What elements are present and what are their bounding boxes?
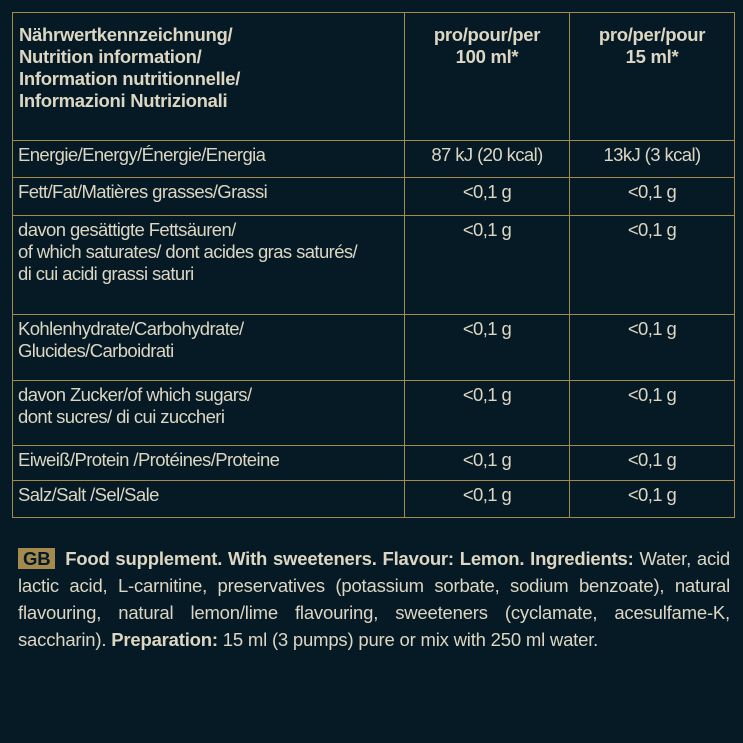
nutrition-table bbox=[12, 12, 735, 518]
row-label bbox=[13, 481, 405, 518]
row-per100-value: <0,1 g bbox=[405, 381, 570, 446]
row-per15-value: <0,1 g bbox=[570, 481, 735, 518]
product-intro: Food supplement. With sweeteners. Flavour: Lemon. Ingredients: bbox=[65, 548, 634, 569]
table-row-energy bbox=[13, 141, 735, 178]
header-per100-line: pro/pour/per bbox=[433, 24, 541, 45]
row-label bbox=[13, 446, 405, 481]
row-label-line: Glucides/Carboidrati bbox=[18, 340, 174, 361]
row-label-line: dont sucres/ di cui zuccheri bbox=[18, 406, 225, 427]
row-label bbox=[13, 141, 405, 178]
language-badge-gb: GB bbox=[18, 548, 55, 569]
row-label-line: of which saturates/ dont acides gras saturés/ bbox=[18, 241, 358, 262]
table-row-saturates bbox=[13, 216, 735, 315]
preparation-label: Preparation: bbox=[111, 629, 218, 650]
header-label-line: Nährwertkennzeichnung/ bbox=[19, 24, 233, 45]
row-label-line: Kohlenhydrate/Carbohydrate/ bbox=[18, 318, 244, 339]
row-label bbox=[13, 216, 405, 315]
header-label-cell bbox=[13, 13, 405, 141]
row-per15-value: <0,1 g bbox=[570, 446, 735, 481]
preparation-text: 15 ml (3 pumps) pure or mix with 250 ml water. bbox=[222, 629, 599, 650]
row-per100-value: <0,1 g bbox=[405, 315, 570, 381]
row-per100-value: <0,1 g bbox=[405, 481, 570, 518]
table-row-fat bbox=[13, 178, 735, 216]
row-per15-value: 13kJ (3 kcal) bbox=[570, 141, 735, 178]
ingredients-text: Water, acid lactic acid, L-carnitine, preservatives (potassium sorbate, sodium benzoate), natural flavouring, natural lemon/lime flavouring, sweeteners (cyclamate, acesulfame-K, saccharin). bbox=[18, 548, 730, 650]
table-row-carbohydrate bbox=[13, 315, 735, 381]
header-per15-cell bbox=[570, 13, 735, 141]
row-label-line: Eiweiß/Protein /Protéines/Proteine bbox=[18, 449, 280, 470]
table-row-protein bbox=[13, 446, 735, 481]
row-per15-value: <0,1 g bbox=[570, 178, 735, 216]
header-per100-cell bbox=[405, 13, 570, 141]
table-row-salt bbox=[13, 481, 735, 518]
row-label-line: Salz/Salt /Sel/Sale bbox=[18, 484, 159, 505]
row-per100-value: <0,1 g bbox=[405, 216, 570, 315]
table-row-sugars bbox=[13, 381, 735, 446]
header-label-line: Nutrition information/ bbox=[19, 46, 202, 67]
row-label bbox=[13, 178, 405, 216]
row-label-line: Fett/Fat/Matières grasses/Grassi bbox=[18, 181, 268, 202]
row-per15-value: <0,1 g bbox=[570, 315, 735, 381]
row-per100-value: 87 kJ (20 kcal) bbox=[405, 141, 570, 178]
header-per15-line: pro/per/pour bbox=[598, 24, 706, 45]
row-label-line: Energie/Energy/Énergie/Energia bbox=[18, 144, 266, 165]
table-header-row bbox=[13, 13, 735, 141]
row-label-line: davon Zucker/of which sugars/ bbox=[18, 384, 252, 405]
row-per100-value: <0,1 g bbox=[405, 446, 570, 481]
row-per15-value: <0,1 g bbox=[570, 381, 735, 446]
product-info-section bbox=[18, 545, 730, 653]
row-label bbox=[13, 315, 405, 381]
row-label-line: di cui acidi grassi saturi bbox=[18, 263, 194, 284]
row-label-line: davon gesättigte Fettsäuren/ bbox=[18, 219, 236, 240]
row-label bbox=[13, 381, 405, 446]
header-per100-line: 100 ml* bbox=[455, 46, 519, 67]
row-per100-value: <0,1 g bbox=[405, 178, 570, 216]
header-label-line: Information nutritionnelle/ bbox=[19, 68, 241, 89]
header-label-line: Informazioni Nutrizionali bbox=[19, 90, 228, 111]
header-per15-line: 15 ml* bbox=[625, 46, 679, 67]
row-per15-value: <0,1 g bbox=[570, 216, 735, 315]
